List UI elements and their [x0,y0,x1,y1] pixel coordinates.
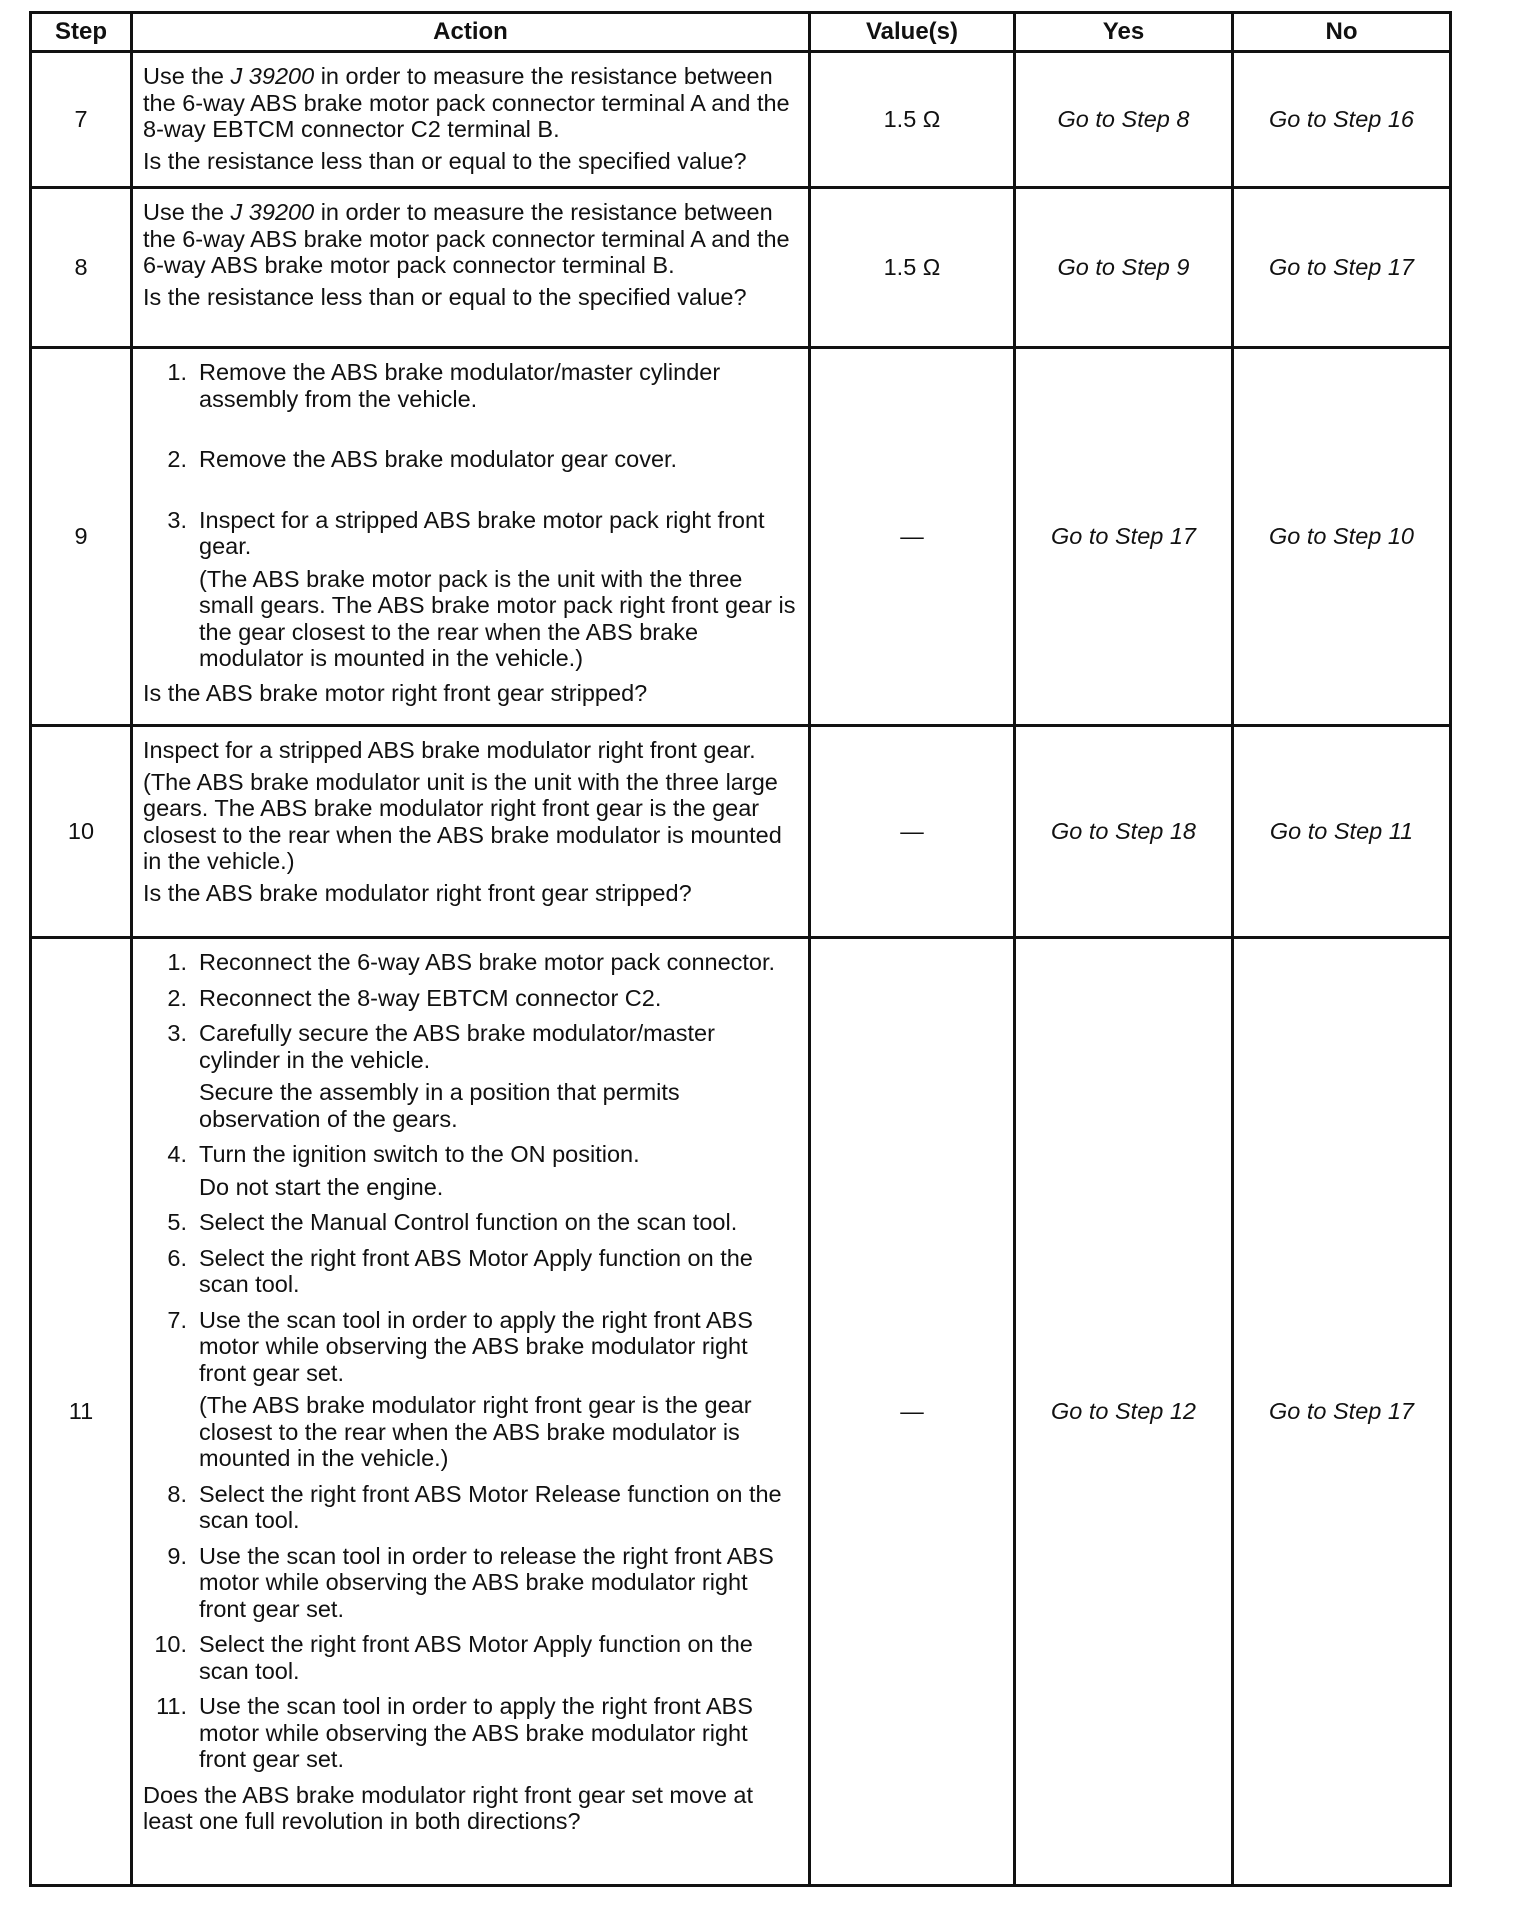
item-note: (The ABS brake motor pack is the unit with the three small gears. The ABS brake motor pack right front gear is the gear closest to the rear when the ABS brake modulator is mounted in the vehicle.) [199,565,796,671]
tool-name: J 39200 [230,199,315,225]
list-item: 6. Select the right front ABS Motor Apply function on the scan tool. [167,1244,753,1297]
table-row [31,348,1451,726]
header-values: Value(s) [810,13,1015,52]
list-item: 8. Select the right front ABS Motor Release function on the scan tool. [167,1480,782,1533]
no-cell: Go to Step 17 [1233,188,1451,348]
action-question: Is the resistance less than or equal to the specified value? [143,283,747,310]
list-item: 3. Carefully secure the ABS brake modulator/master cylinder in the vehicle. Secure the assembly in a position that permits observation of the gears. [143,1020,798,1132]
step-number: 11 [31,938,132,1886]
header-action: Action [132,13,810,52]
list-item: 10. Select the right front ABS Motor Apply function on the scan tool. [154,1631,753,1684]
header-no: No [1233,13,1451,52]
item-note: Do not start the engine. [199,1173,444,1200]
step-number: 9 [31,348,132,726]
table-row [31,52,1451,188]
action-question: Is the ABS brake modulator right front gear stripped? [143,879,692,906]
list-item: 7. Use the scan tool in order to apply the right front ABS motor while observing the ABS brake modulator right front gear set. (The ABS brake modulator right front gear is the gear closest to the rear when the ABS brake modulator is mounted in the vehicle.) [143,1307,798,1472]
yes-cell: Go to Step 18 [1015,726,1233,938]
list-item: 1. Remove the ABS brake modulator/master cylinder assembly from the vehicle. [167,359,721,412]
no-cell: Go to Step 16 [1233,52,1451,188]
action-question: Does the ABS brake modulator right front gear set move at least one full revolution in both directions? [143,1781,754,1834]
list-item: 5. Select the Manual Control function on the scan tool. [167,1209,738,1235]
action-cell [132,188,810,348]
diagnostic-table-sheet [29,11,1449,1887]
step-number: 10 [31,726,132,938]
yes-cell: Go to Step 12 [1015,938,1233,1886]
no-cell: Go to Step 11 [1233,726,1451,938]
diagnostic-table [29,11,1452,1887]
action-steps-list [143,949,798,1773]
value-cell: 1.5 Ω [810,52,1015,188]
step-number: 7 [31,52,132,188]
action-text: Inspect for a stripped ABS brake modulator right front gear. [143,737,756,763]
action-cell [132,348,810,726]
action-note: (The ABS brake modulator unit is the unit with the three large gears. The ABS brake modulator right front gear is the gear closest to the rear when the ABS brake modulator is mounted in the vehicle.) [143,768,782,874]
value-cell: — [810,726,1015,938]
list-item: 3. Inspect for a stripped ABS brake motor pack right front gear. (The ABS brake motor pack is the unit with the three small gears. The ABS brake motor pack right front gear is the gear closest to the rear when the ABS brake modulator is mounted in the vehicle.) [143,507,798,672]
action-text: Use the J 39200 in order to measure the resistance between the 6-way ABS brake motor pack connector terminal A and the 6-way ABS brake motor pack connector terminal B. [143,199,790,278]
table-row [31,188,1451,348]
list-item: 2. Reconnect the 8-way EBTCM connector C2. [167,984,662,1011]
list-item: 4. Turn the ignition switch to the ON position. Do not start the engine. [143,1141,798,1200]
list-item: 1. Reconnect the 6-way ABS brake motor pack connector. [167,949,776,975]
action-question: Is the resistance less than or equal to the specified value? [143,147,747,174]
action-steps-list [143,359,798,672]
header-row [31,13,1451,52]
list-item: 11. Use the scan tool in order to apply the right front ABS motor while observing the ABS brake modulator right front gear set. [156,1693,753,1772]
list-item: 2. Remove the ABS brake modulator gear cover. [167,446,678,472]
action-cell [132,726,810,938]
yes-cell: Go to Step 9 [1015,188,1233,348]
tool-name: J 39200 [230,63,315,89]
step-number: 8 [31,188,132,348]
action-cell [132,52,810,188]
no-cell: Go to Step 10 [1233,348,1451,726]
action-cell [132,938,810,1886]
yes-cell: Go to Step 8 [1015,52,1233,188]
action-text: Use the J 39200 in order to measure the resistance between the 6-way ABS brake motor pack connector terminal A and the 8-way EBTCM connector C2 terminal B. [143,63,790,142]
item-note: (The ABS brake modulator right front gear is the gear closest to the rear when the ABS brake modulator is mounted in the vehicle.) [199,1392,752,1471]
value-cell: — [810,348,1015,726]
header-yes: Yes [1015,13,1233,52]
value-cell: 1.5 Ω [810,188,1015,348]
no-cell: Go to Step 17 [1233,938,1451,1886]
action-question: Is the ABS brake motor right front gear stripped? [143,679,648,706]
header-step: Step [31,13,132,52]
list-item: 9. Use the scan tool in order to release the right front ABS motor while observing the ABS brake modulator right front gear set. [167,1542,774,1622]
table-row [31,938,1451,1886]
value-cell: — [810,938,1015,1886]
yes-cell: Go to Step 17 [1015,348,1233,726]
table-row [31,726,1451,938]
item-note: Secure the assembly in a position that permits observation of the gears. [199,1079,680,1132]
